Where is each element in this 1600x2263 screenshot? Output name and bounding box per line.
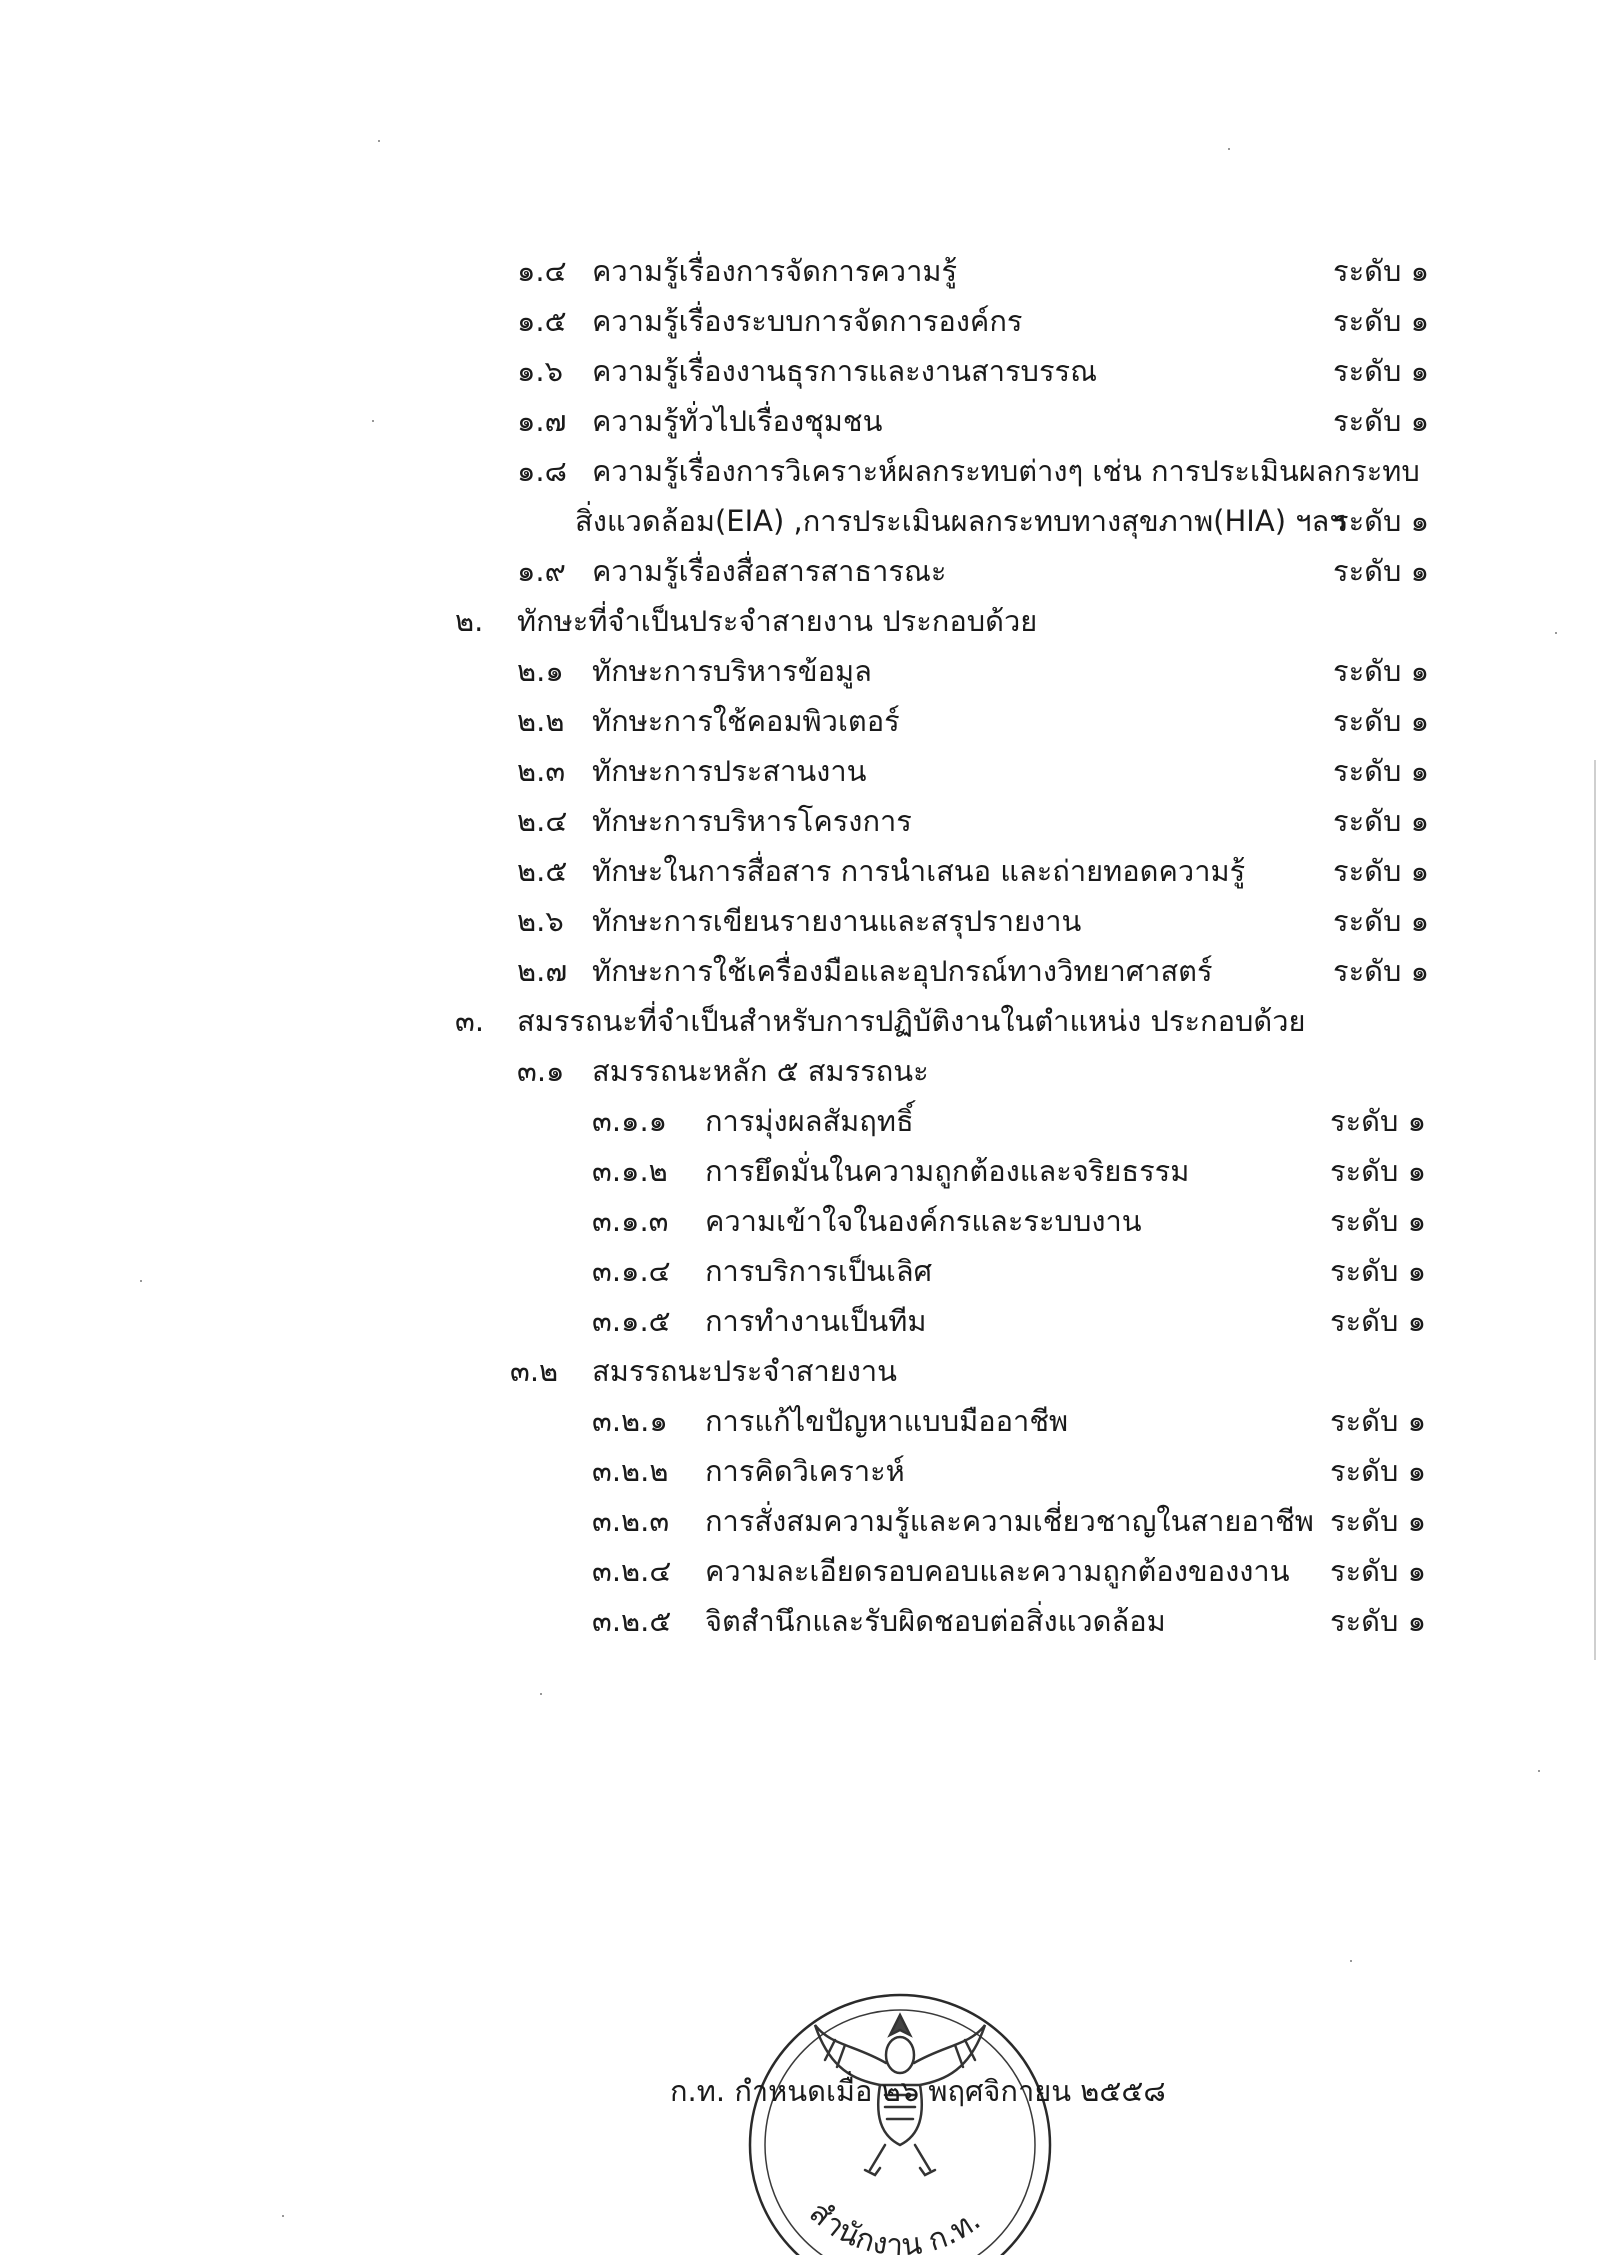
section-2-heading [0, 597, 1600, 645]
item-text: ทักษะการบริหารข้อมูล [592, 654, 872, 688]
scan-speck [540, 1693, 542, 1695]
item-number: ๓.๑.๒ [592, 1154, 668, 1188]
item-number: ๓.๒.๒ [592, 1454, 669, 1488]
subsection-number: ๓.๑ [517, 1054, 565, 1088]
item-text: การสั่งสมความรู้และความเชี่ยวชาญในสายอาชีพ [705, 1504, 1314, 1538]
item-text: ความรู้ทั่วไปเรื่องชุมชน [592, 404, 883, 438]
item-3-2-5 [0, 1597, 1600, 1645]
item-level: ระดับ ๑ [1333, 704, 1430, 738]
item-text: การยึดมั่นในความถูกต้องและจริยธรรม [705, 1154, 1190, 1188]
item-level: ระดับ ๑ [1333, 354, 1430, 388]
section-title: ทักษะที่จำเป็นประจำสายงาน ประกอบด้วย [517, 604, 1038, 638]
item-number: ๓.๑.๔ [592, 1254, 671, 1288]
scan-speck [372, 420, 374, 422]
item-number: ๒.๑ [517, 654, 564, 688]
item-level: ระดับ ๑ [1333, 854, 1430, 888]
item-number: ๓.๑.๑ [592, 1104, 668, 1138]
subsection-title: สมรรถนะหลัก ๕ สมรรถนะ [592, 1054, 929, 1088]
item-number: ๒.๒ [517, 704, 565, 738]
item-2-4 [0, 797, 1600, 845]
item-text: ทักษะการใช้คอมพิวเตอร์ [592, 704, 900, 738]
item-level: ระดับ ๑ [1330, 1504, 1427, 1538]
item-level: ระดับ ๑ [1333, 304, 1430, 338]
item-level: ระดับ ๑ [1333, 254, 1430, 288]
item-3-2-1 [0, 1397, 1600, 1445]
item-level: ระดับ ๑ [1333, 904, 1430, 938]
item-level: ระดับ ๑ [1330, 1254, 1427, 1288]
subsection-title: สมรรถนะประจำสายงาน [592, 1354, 898, 1388]
item-3-2-4 [0, 1547, 1600, 1595]
item-text: ทักษะการเขียนรายงานและสรุปรายงาน [592, 904, 1082, 938]
item-number: ๑.๔ [517, 254, 567, 288]
item-level: ระดับ ๑ [1333, 504, 1430, 538]
item-number: ๑.๙ [517, 554, 566, 588]
item-number: ๑.๖ [517, 354, 564, 388]
item-level: ระดับ ๑ [1333, 404, 1430, 438]
item-text: ความรู้เรื่องระบบการจัดการองค์กร [592, 304, 1023, 338]
item-3-2-3 [0, 1497, 1600, 1545]
item-number: ๑.๕ [517, 304, 567, 338]
item-number: ๒.๖ [517, 904, 564, 938]
item-text: ทักษะการใช้เครื่องมือและอุปกรณ์ทางวิทยาศาสตร์ [592, 954, 1213, 988]
item-text: ความรู้เรื่องสื่อสารสาธารณะ [592, 554, 947, 588]
item-level: ระดับ ๑ [1330, 1454, 1427, 1488]
item-number: ๑.๘ [517, 454, 567, 488]
item-1-9 [0, 547, 1600, 595]
garuda-seal-icon [735, 1985, 1065, 2255]
section-number: ๓. [455, 1004, 485, 1038]
item-3-2-2 [0, 1447, 1600, 1495]
item-text: จิตสำนึกและรับผิดชอบต่อสิ่งแวดล้อม [705, 1604, 1166, 1638]
item-2-3 [0, 747, 1600, 795]
item-number: ๓.๒.๓ [592, 1504, 670, 1538]
item-number: ๓.๒.๑ [592, 1404, 668, 1438]
item-3-1-2 [0, 1147, 1600, 1195]
section-3-heading [0, 997, 1600, 1045]
item-text: ความละเอียดรอบคอบและความถูกต้องของงาน [705, 1554, 1290, 1588]
item-text: ทักษะการประสานงาน [592, 754, 867, 788]
item-number: ๓.๒.๕ [592, 1604, 672, 1638]
item-text: ความรู้เรื่องการจัดการความรู้ [592, 254, 958, 288]
item-number: ๓.๒.๔ [592, 1554, 672, 1588]
item-text: ทักษะการบริหารโครงการ [592, 804, 912, 838]
item-level: ระดับ ๑ [1330, 1604, 1427, 1638]
item-3-1-4 [0, 1247, 1600, 1295]
item-text: การบริการเป็นเลิศ [705, 1254, 933, 1288]
item-2-5 [0, 847, 1600, 895]
section-title: สมรรถนะที่จำเป็นสำหรับการปฏิบัติงานในตำแหน่ง ประกอบด้วย [517, 1004, 1306, 1038]
item-level: ระดับ ๑ [1330, 1204, 1427, 1238]
item-3-1-3 [0, 1197, 1600, 1245]
scan-speck [1350, 1960, 1352, 1962]
item-level: ระดับ ๑ [1333, 554, 1430, 588]
section-number: ๒. [455, 604, 484, 638]
subsection-number: ๓.๒ [510, 1354, 559, 1388]
item-text-continued: สิ่งแวดล้อม(EIA) ,การประเมินผลกระทบทางสุขภาพ(HIA) ฯลฯ [575, 504, 1346, 538]
item-text: ความรู้เรื่องการวิเคราะห์ผลกระทบต่างๆ เช่น การประเมินผลกระทบ [592, 454, 1420, 488]
scan-speck [1228, 148, 1230, 150]
item-1-7 [0, 397, 1600, 445]
item-text: การมุ่งผลสัมฤทธิ์ [705, 1104, 914, 1138]
item-number: ๒.๔ [517, 804, 568, 838]
item-level: ระดับ ๑ [1333, 754, 1430, 788]
item-level: ระดับ ๑ [1330, 1404, 1427, 1438]
scan-edge [1594, 760, 1596, 1660]
item-text: ความรู้เรื่องงานธุรการและงานสารบรรณ [592, 354, 1098, 388]
subsection-3-2-heading [0, 1347, 1600, 1395]
item-3-1-5 [0, 1297, 1600, 1345]
item-2-6 [0, 897, 1600, 945]
item-number: ๓.๑.๕ [592, 1304, 671, 1338]
scan-speck [378, 140, 380, 142]
item-number: ๒.๗ [517, 954, 568, 988]
subsection-3-1-heading [0, 1047, 1600, 1095]
item-level: ระดับ ๑ [1333, 654, 1430, 688]
item-text: ทักษะในการสื่อสาร การนำเสนอ และถ่ายทอดความรู้ [592, 854, 1246, 888]
item-level: ระดับ ๑ [1330, 1304, 1427, 1338]
item-level: ระดับ ๑ [1330, 1554, 1427, 1588]
seal-text: สำนักงาน ก.ท. [802, 2194, 988, 2255]
scan-speck [1555, 632, 1557, 634]
item-text: การคิดวิเคราะห์ [705, 1454, 905, 1488]
item-1-8-continued [0, 497, 1600, 545]
item-3-1-1 [0, 1097, 1600, 1145]
item-text: การทำงานเป็นทีม [705, 1304, 927, 1338]
item-text: ความเข้าใจในองค์กรและระบบงาน [705, 1204, 1142, 1238]
item-1-6 [0, 347, 1600, 395]
item-2-1 [0, 647, 1600, 695]
item-2-7 [0, 947, 1600, 995]
item-1-4 [0, 247, 1600, 295]
item-text: การแก้ไขปัญหาแบบมืออาชีพ [705, 1404, 1069, 1438]
scan-speck [1538, 1770, 1540, 1772]
item-number: ๒.๕ [517, 854, 568, 888]
scan-speck [282, 2215, 284, 2217]
item-2-2 [0, 697, 1600, 745]
item-number: ๓.๑.๓ [592, 1204, 669, 1238]
item-number: ๒.๓ [517, 754, 566, 788]
item-1-5 [0, 297, 1600, 345]
footer-date: ก.ท. กำหนดเมื่อ ๒๖ พฤศจิกายน ๒๕๕๘ [670, 2074, 1166, 2108]
item-level: ระดับ ๑ [1333, 954, 1430, 988]
item-level: ระดับ ๑ [1330, 1104, 1427, 1138]
item-level: ระดับ ๑ [1333, 804, 1430, 838]
item-number: ๑.๗ [517, 404, 567, 438]
item-level: ระดับ ๑ [1330, 1154, 1427, 1188]
item-1-8 [0, 447, 1600, 495]
scan-speck [140, 1280, 142, 1282]
